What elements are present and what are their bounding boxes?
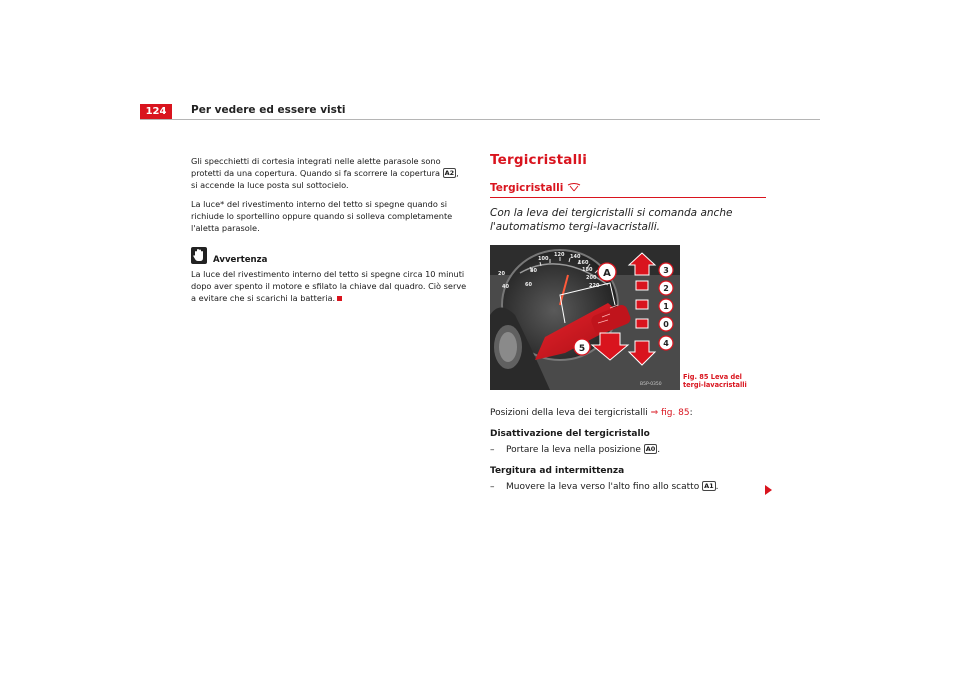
note-title: Avvertenza bbox=[213, 255, 268, 265]
section-title: Tergicristalli bbox=[490, 152, 588, 168]
figure-link[interactable]: ⇒ fig. 85 bbox=[650, 408, 690, 418]
position-3: 3 bbox=[663, 266, 669, 275]
step-intermittent bbox=[490, 481, 780, 494]
position-0: 0 bbox=[663, 320, 669, 329]
gauge-label-120: 120 bbox=[554, 252, 565, 258]
left-column bbox=[191, 155, 467, 311]
subsection-header bbox=[490, 182, 766, 194]
dash: – bbox=[490, 482, 495, 492]
note-text bbox=[191, 268, 467, 304]
gauge-label-60: 60 bbox=[525, 282, 532, 288]
text: , si accende la luce posta sul sottocielo. bbox=[191, 168, 459, 190]
page-number: 124 bbox=[140, 104, 172, 119]
text: Portare la leva nella posizione bbox=[506, 445, 644, 455]
gauge-label-140: 140 bbox=[570, 254, 581, 260]
text: La luce del rivestimento interno del tetto si spegne circa 10 minuti dopo aver spento il motore e sfilato la chiave dal quadro. Ciò serve a evitare che si scarichi la batteria. bbox=[191, 269, 467, 303]
end-marker bbox=[337, 296, 342, 301]
ref-badge: A1 bbox=[704, 482, 714, 490]
gauge-label-20: 20 bbox=[498, 271, 505, 277]
position-2: 2 bbox=[663, 284, 669, 293]
text: . bbox=[715, 482, 719, 492]
header-rule bbox=[140, 119, 820, 120]
gauge-label-220: 220 bbox=[589, 283, 600, 289]
gauge-label-100: 100 bbox=[538, 256, 549, 262]
step-deactivation bbox=[490, 444, 780, 457]
continue-arrow-icon bbox=[765, 485, 772, 495]
note-header bbox=[191, 245, 467, 266]
paragraph-mirror-light bbox=[191, 155, 467, 191]
position-1: 1 bbox=[663, 302, 669, 311]
text: : bbox=[689, 408, 693, 418]
heading-deactivation: Disattivazione del tergicristallo bbox=[490, 429, 650, 439]
gauge-label-40: 40 bbox=[502, 284, 509, 290]
positions-intro bbox=[490, 407, 780, 420]
figure-wiper-lever bbox=[490, 245, 680, 390]
subsection-title: Tergicristalli bbox=[490, 182, 564, 194]
gauge-label-180: 180 bbox=[582, 267, 593, 273]
text: . bbox=[657, 445, 661, 455]
label-5: 5 bbox=[578, 344, 586, 354]
text: Gli specchietti di cortesia integrati nelle alette parasole sono protetti da una copertura. Quando si fa scorrere la copertura bbox=[191, 156, 443, 178]
figure-illustration bbox=[490, 245, 680, 390]
gauge-label-80: 80 bbox=[530, 268, 537, 274]
right-column bbox=[490, 152, 766, 234]
position-4: 4 bbox=[663, 339, 669, 348]
figure-code: B5P-0350 bbox=[640, 382, 662, 387]
figure-caption: Fig. 85 Leva del tergi-lavacristalli bbox=[683, 373, 747, 389]
label-A: A bbox=[603, 268, 611, 279]
subsection-rule bbox=[490, 197, 766, 198]
gauge-label-160: 160 bbox=[578, 260, 589, 266]
intro-text: Con la leva dei tergicristalli si comanda anche l'automatismo tergi-lavacristalli. bbox=[490, 207, 733, 233]
running-head: Per vedere ed essere visti bbox=[191, 104, 346, 116]
wiper-icon bbox=[567, 183, 581, 193]
text: Posizioni della leva dei tergicristalli bbox=[490, 408, 651, 418]
ref-badge: A0 bbox=[645, 445, 656, 453]
note-hand-icon bbox=[191, 247, 207, 264]
ref-badge: A2 bbox=[444, 169, 455, 177]
heading-intermittent: Tergitura ad intermittenza bbox=[490, 466, 625, 476]
gauge-label-200: 200 bbox=[586, 275, 597, 281]
paragraph-roof-light: La luce* del rivestimento interno del tetto si spegne quando si richiude lo sportellino oppure quando si solleva completamente l'aletta parasole. bbox=[191, 199, 453, 233]
right-body bbox=[490, 407, 780, 502]
text: Muovere la leva verso l'alto fino allo scatto bbox=[506, 482, 703, 492]
dash: – bbox=[490, 445, 495, 455]
